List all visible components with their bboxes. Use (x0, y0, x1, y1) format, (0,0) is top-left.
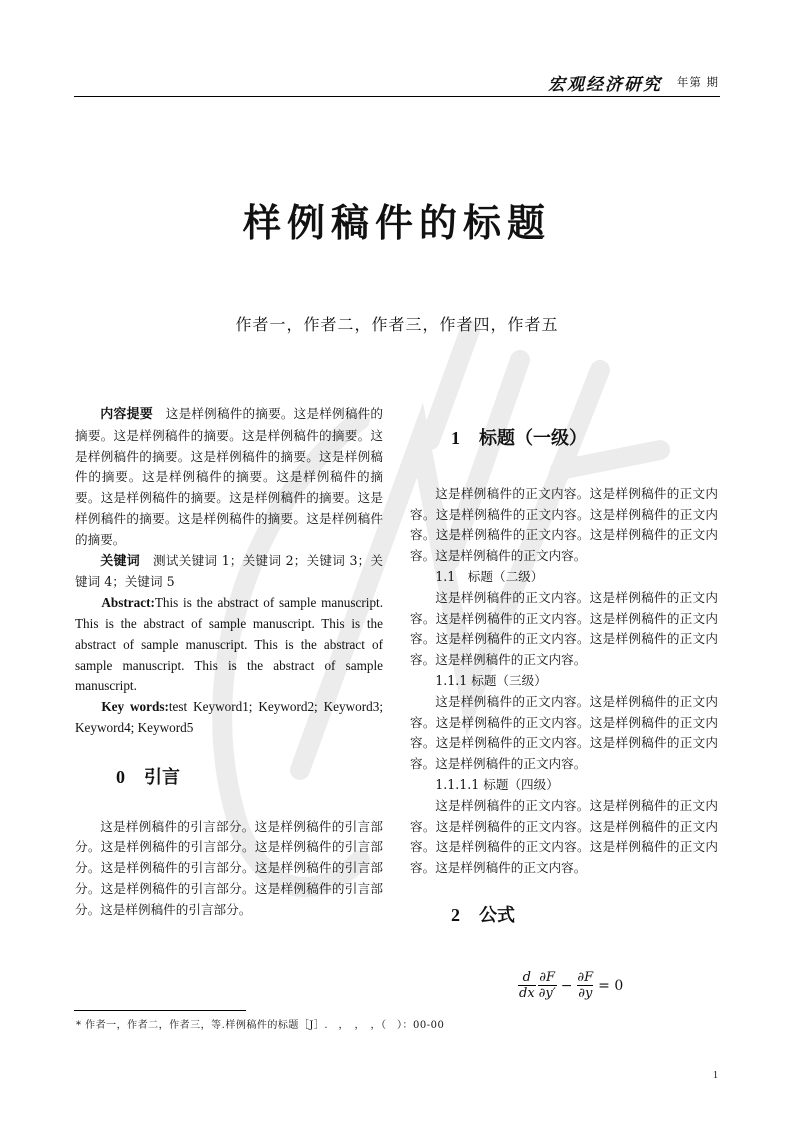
issue-label: 年第 期 (676, 75, 719, 89)
keywords-en-label: Key words: (101, 699, 169, 715)
header-rule (74, 96, 720, 97)
numerator: d (522, 970, 531, 985)
left-column (75, 404, 383, 921)
fraction (518, 970, 536, 1001)
footnote-rule (74, 1010, 246, 1011)
numerator: ∂F (577, 970, 594, 985)
numerator: ∂F (539, 970, 556, 985)
heading-level-3: 1.1.1 标题（三级） (435, 672, 547, 688)
denominator: ∂y (578, 986, 593, 1001)
abstract-en-text: This is the abstract of sample manuscript. This is the abstract of sample manuscript. This is the abstract of sample manuscript. This is the abstract of sample manuscript. This is the abstract of sample manuscript. (75, 595, 383, 694)
abstract-cn (75, 404, 383, 551)
right-column (410, 428, 718, 927)
journal-name: 宏观经济研究 (548, 75, 662, 95)
page-number: 1 (713, 1070, 718, 1081)
body-paragraph: 这是样例稿件的正文内容。这是样例稿件的正文内容。这是样例稿件的正文内容。这是样例稿件的正文内容。这是样例稿件的正文内容。这是样例稿件的正文内容。这是样例稿件的正文内容。 (410, 485, 718, 564)
denominator: dx (519, 986, 535, 1001)
keywords-cn-label: 关键词 (100, 553, 141, 569)
section-number: 2 (451, 904, 460, 925)
footnote: * 作者一，作者二，作者三，等.样例稿件的标题［J］. ， ， ，（ ）：00-00 (76, 1020, 445, 1031)
keywords-cn-text: 测试关键词 1；关键词 2；关键词 3；关键词 4；关键词 5 (75, 552, 383, 590)
abstract-en-label: Abstract: (101, 595, 155, 611)
paper-authors: 作者一，作者二，作者三，作者四，作者五 (235, 315, 559, 334)
section-title: 引言 (144, 766, 180, 788)
fraction (538, 970, 557, 1001)
paper-title: 样例稿件的标题 (242, 200, 551, 245)
denominator: ∂y′ (538, 986, 556, 1001)
heading-level-4: 1.1.1.1 标题（四级） (435, 776, 559, 792)
fraction (576, 970, 594, 1001)
minus-sign: − (560, 977, 573, 994)
abstract-cn-label: 内容提要 (100, 407, 153, 422)
heading-level-2: 1.1 标题（二级） (435, 568, 544, 584)
section-title: 公式 (479, 904, 515, 926)
section-heading-1 (410, 428, 718, 450)
euler-lagrange-formula (517, 970, 626, 1001)
keywords-cn (75, 551, 383, 594)
section-number: 1 (451, 428, 460, 448)
keywords-en-text: test Keyword1; Keyword2; Keyword3; Keyword4; Keyword5 (75, 699, 383, 735)
intro-paragraph: 这是样例稿件的引言部分。这是样例稿件的引言部分。这是样例稿件的引言部分。这是样例稿件的引言部分。这是样例稿件的引言部分。这是样例稿件的引言部分。这是样例稿件的引言部分。这是样例稿件的引言部分。这是样例稿件的引言部分。 (75, 818, 383, 917)
body-paragraph: 这是样例稿件的正文内容。这是样例稿件的正文内容。这是样例稿件的正文内容。这是样例稿件的正文内容。这是样例稿件的正文内容。这是样例稿件的正文内容。这是样例稿件的正文内容。 (410, 797, 718, 876)
abstract-en (75, 593, 383, 697)
equals-zero: = 0 (598, 977, 624, 994)
section-number: 0 (116, 766, 125, 787)
body-paragraph: 这是样例稿件的正文内容。这是样例稿件的正文内容。这是样例稿件的正文内容。这是样例稿件的正文内容。这是样例稿件的正文内容。这是样例稿件的正文内容。这是样例稿件的正文内容。 (410, 693, 718, 772)
section-title: 标题（一级） (479, 428, 587, 449)
keywords-en (75, 697, 383, 739)
body-paragraph: 这是样例稿件的正文内容。这是样例稿件的正文内容。这是样例稿件的正文内容。这是样例稿件的正文内容。这是样例稿件的正文内容。这是样例稿件的正文内容。这是样例稿件的正文内容。 (410, 589, 718, 668)
section-heading-2 (410, 905, 718, 927)
section-heading-intro (75, 767, 383, 789)
abstract-cn-text: 这是样例稿件的摘要。这是样例稿件的摘要。这是样例稿件的摘要。这是样例稿件的摘要。这是样例稿件的摘要。这是样例稿件的摘要。这是样例稿件的摘要。这是样例稿件的摘要。这是样例稿件的摘要。这是样例稿件的摘要。这是样例稿件的摘要。这是样例稿件的摘要。这是样例稿件的摘要。这是样例稿件的摘要。 (75, 406, 384, 547)
